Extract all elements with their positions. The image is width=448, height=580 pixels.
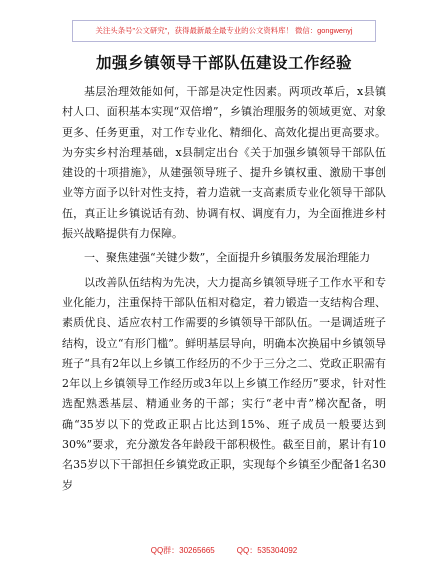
- section-heading-1: 一、聚焦建强“关键少数”，全面提升乡镇服务发展治理能力: [84, 251, 371, 265]
- footer-qq: QQ：535304092: [236, 546, 298, 555]
- document-body: [62, 82, 386, 496]
- footer-qq-group: QQ群：30265665: [150, 546, 215, 555]
- header-banner: 关注头条号"公文研究"，获得最新最全最专业的公文资料库！ 微信：gongwenyj: [72, 20, 376, 42]
- document-title: 加强乡镇领导干部队伍建设工作经验: [95, 54, 352, 72]
- paragraph-section-1: 以改善队伍结构为先决，大力提高乡镇领导班子工作水平和专业化能力，注重保持干部队伍相对稳定，着力锻造一支结构合理、素质优良、适应农村工作需要的乡镇领导干部队伍。一是调适班子结构，设立“有形门槛”。鲜明基层导向，明确本次换届中乡镇领导班子“具有2年以上乡镇工作经历的不少于三分之二、党政正职需有2年以上乡镇领导工作经历或3年以上乡镇工作经历”要求，针对性选配熟悉基层、精通业务的干部；实行“老中青”梯次配备，明确“35岁以下的党政正职占比达到15%、班子成员一般要达到30%”要求，充分激发各年龄段干部积极性。截至目前，累计有10名35岁以下干部担任乡镇党政正职，实现每个乡镇至少配备1名30岁: [62, 275, 386, 492]
- paragraph-intro: 基层治理效能如何，干部是决定性因素。两项改革后，x县镇村人口、面积基本实现“双倍增”，乡镇治理服务的领域更宽、对象更多、任务更重，对工作专业化、精细化、高效化提出更高要求。为夯实乡村治理基础，x县制定出台《关于加强乡镇领导干部队伍建设的十项措施》，从建强领导班子、提升乡镇权重、激励干事创业等方面予以针对性支持，着力造就一支高素质专业化领导干部队伍，真正让乡镇说话有劲、协调有权、调度有力，为全面推进乡村振兴战略提供有力保障。: [62, 85, 386, 241]
- footer-contact: [0, 545, 448, 556]
